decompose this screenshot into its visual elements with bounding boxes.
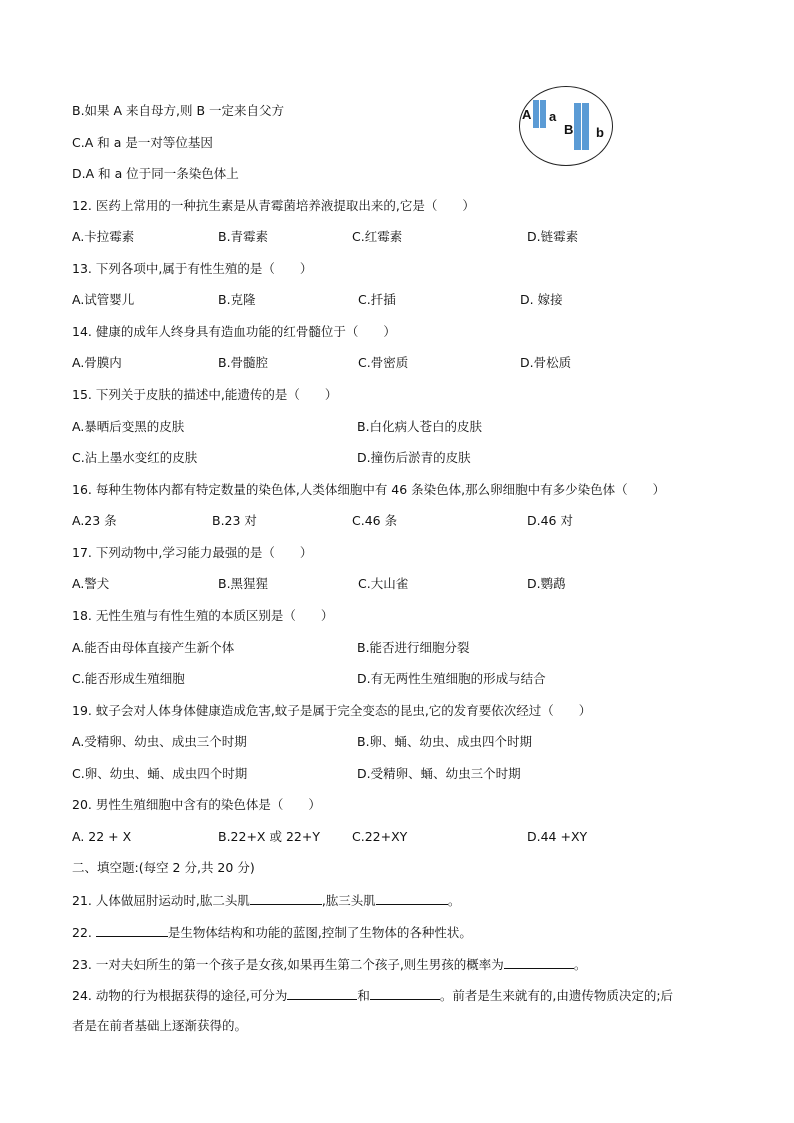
q16-option-b: B.23 对 — [212, 513, 257, 528]
q22-text-2: 是生物体结构和功能的蓝图,控制了生物体的各种性状。 — [167, 925, 472, 940]
q14-option-d: D.骨松质 — [520, 355, 572, 370]
chromosome-diagram — [519, 86, 613, 166]
q21-blank-2[interactable] — [376, 890, 448, 905]
q18-options-row1 — [0, 638, 794, 658]
question-15: 15. 下列关于皮肤的描述中,能遗传的是（ ） — [72, 387, 338, 402]
q19-options-row2 — [0, 764, 794, 784]
q17-option-d: D.鹦鹉 — [527, 576, 566, 591]
q19-option-b: B.卵、蛹、幼虫、成虫四个时期 — [357, 734, 533, 749]
q21-text-1: 21. 人体做屈肘运动时,肱二头肌 — [72, 893, 250, 908]
chromosome-bar-b-left — [574, 103, 581, 150]
q11-option-d: D.A 和 a 位于同一条染色体上 — [72, 166, 239, 181]
q24-text-2: 和 — [357, 988, 370, 1003]
q16-option-d: D.46 对 — [527, 513, 573, 528]
question-22 — [72, 922, 472, 942]
q17-option-a: A.警犬 — [72, 576, 110, 591]
q19-options-row1 — [0, 732, 794, 752]
q15-option-a: A.暴晒后变黑的皮肤 — [72, 419, 185, 434]
q20-options — [0, 827, 794, 847]
question-12: 12. 医药上常用的一种抗生素是从青霉菌培养液提取出来的,它是（ ） — [72, 198, 475, 213]
chromosome-bar-a-right — [540, 100, 546, 128]
question-16: 16. 每种生物体内都有特定数量的染色体,人类体细胞中有 46 条染色体,那么卵细胞中有多少染色体（ ） — [72, 482, 666, 497]
chromosome-bar-b-right — [582, 103, 589, 150]
label-B: B — [564, 122, 574, 137]
q12-option-d: D.链霉素 — [527, 229, 579, 244]
q14-option-b: B.骨髓腔 — [218, 355, 269, 370]
q15-option-b: B.白化病人苍白的皮肤 — [357, 419, 483, 434]
question-20: 20. 男性生殖细胞中含有的染色体是（ ） — [72, 797, 321, 812]
chromosome-bar-a-left — [533, 100, 539, 128]
question-13: 13. 下列各项中,属于有性生殖的是（ ） — [72, 261, 313, 276]
q12-options — [0, 227, 794, 247]
q15-options-row2 — [0, 448, 794, 468]
q24-blank-2[interactable] — [370, 985, 440, 1000]
q21-text-2: ,肱三头肌 — [321, 893, 376, 908]
q11-option-b: B.如果 A 来自母方,则 B 一定来自父方 — [72, 103, 285, 118]
q16-option-a: A.23 条 — [72, 513, 117, 528]
q18-option-a: A.能否由母体直接产生新个体 — [72, 640, 235, 655]
q12-option-a: A.卡拉霉素 — [72, 229, 135, 244]
q14-option-c: C.骨密质 — [358, 355, 409, 370]
label-b: b — [596, 125, 604, 140]
q12-option-b: B.青霉素 — [218, 229, 269, 244]
q18-options-row2 — [0, 669, 794, 689]
q13-options — [0, 290, 794, 310]
q19-option-a: A.受精卵、幼虫、成虫三个时期 — [72, 734, 247, 749]
q20-option-d: D.44 +XY — [527, 829, 588, 844]
q22-text-1: 22. — [72, 925, 96, 940]
q18-option-b: B.能否进行细胞分裂 — [357, 640, 470, 655]
q24-text-1: 24. 动物的行为根据获得的途径,可分为 — [72, 988, 288, 1003]
q24-text-3: 。前者是生来就有的,由遗传物质决定的;后 — [439, 988, 674, 1003]
question-24 — [72, 985, 673, 1005]
q21-text-3: 。 — [447, 893, 461, 908]
question-19: 19. 蚊子会对人体身体健康造成危害,蚊子是属于完全变态的昆虫,它的发育要依次经过（ ） — [72, 703, 592, 718]
q16-options — [0, 511, 794, 531]
q17-option-b: B.黑猩猩 — [218, 576, 269, 591]
q15-options-row1 — [0, 417, 794, 437]
q12-option-c: C.红霉素 — [352, 229, 403, 244]
q23-text-1: 23. 一对夫妇所生的第一个孩子是女孩,如果再生第二个孩子,则生男孩的概率为 — [72, 957, 504, 972]
q14-options — [0, 353, 794, 373]
q19-option-d: D.受精卵、蛹、幼虫三个时期 — [357, 766, 521, 781]
q20-option-a: A. 22 + X — [72, 829, 132, 844]
q13-option-c: C.扦插 — [358, 292, 396, 307]
q18-option-c: C.能否形成生殖细胞 — [72, 671, 185, 686]
question-18: 18. 无性生殖与有性生殖的本质区别是（ ） — [72, 608, 334, 623]
q17-option-c: C.大山雀 — [358, 576, 409, 591]
q16-option-c: C.46 条 — [352, 513, 398, 528]
q20-option-b: B.22+X 或 22+Y — [218, 829, 320, 844]
q23-blank-1[interactable] — [504, 954, 574, 969]
q24-blank-1[interactable] — [287, 985, 357, 1000]
question-17: 17. 下列动物中,学习能力最强的是（ ） — [72, 545, 313, 560]
question-21 — [72, 890, 460, 910]
q15-option-d: D.撞伤后淤青的皮肤 — [357, 450, 471, 465]
q13-option-b: B.克隆 — [218, 292, 256, 307]
section-2-heading: 二、填空题:(每空 2 分,共 20 分) — [72, 860, 255, 875]
q18-option-d: D.有无两性生殖细胞的形成与结合 — [357, 671, 546, 686]
label-A: A — [522, 107, 532, 122]
question-23 — [72, 954, 586, 974]
q14-option-a: A.骨膜内 — [72, 355, 122, 370]
question-14: 14. 健康的成年人终身具有造血功能的红骨髓位于（ ） — [72, 324, 396, 339]
q23-text-2: 。 — [573, 957, 587, 972]
q21-blank-1[interactable] — [250, 890, 322, 905]
q15-option-c: C.沾上墨水变红的皮肤 — [72, 450, 198, 465]
q17-options — [0, 574, 794, 594]
label-a: a — [549, 109, 557, 124]
q13-option-d: D. 嫁接 — [520, 292, 563, 307]
q11-option-c: C.A 和 a 是一对等位基因 — [72, 135, 213, 150]
q13-option-a: A.试管婴儿 — [72, 292, 135, 307]
q20-option-c: C.22+XY — [352, 829, 408, 844]
q19-option-c: C.卵、幼虫、蛹、成虫四个时期 — [72, 766, 248, 781]
question-24-continued: 者是在前者基础上逐渐获得的。 — [72, 1018, 248, 1033]
q22-blank-1[interactable] — [96, 922, 168, 937]
